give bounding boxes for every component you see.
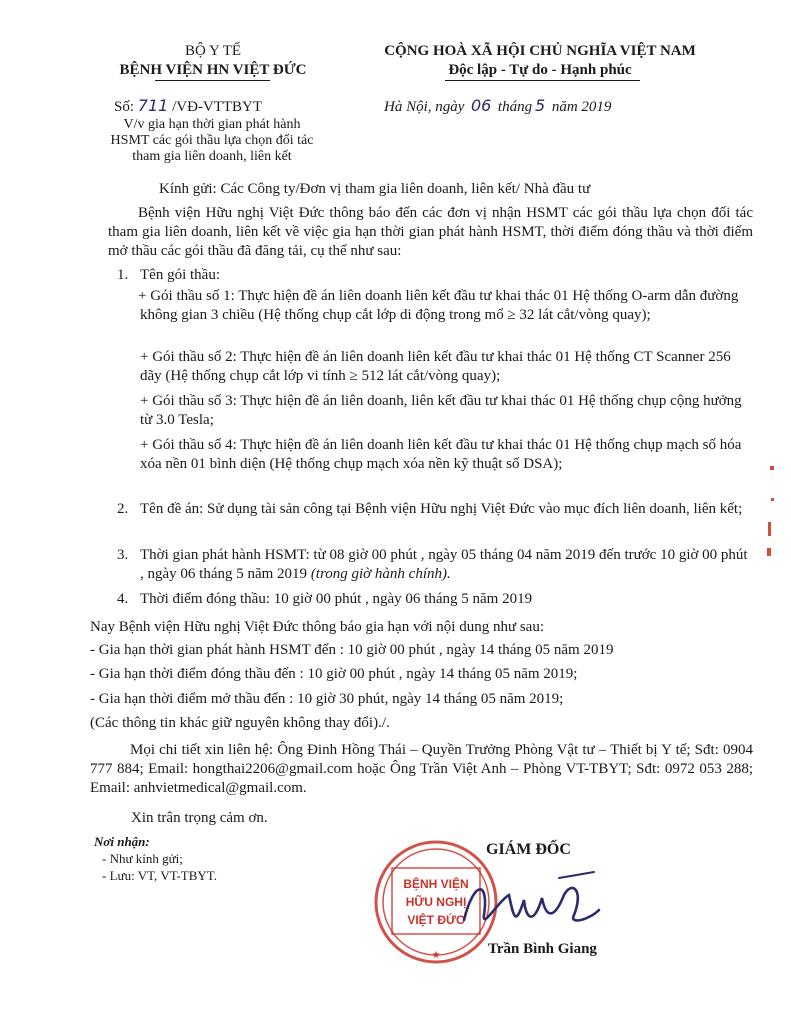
signer-name: Trần Bình Giang bbox=[488, 941, 597, 957]
list-number-4: 4. bbox=[117, 591, 129, 607]
list-number-2: 2. bbox=[117, 501, 129, 517]
signature-role: GIÁM ĐỐC bbox=[486, 841, 571, 858]
date-day: 06 bbox=[470, 96, 492, 115]
list-item-3 bbox=[140, 546, 751, 584]
stamp-star-icon: ★ bbox=[431, 950, 441, 961]
list-item-2: Tên đề án: Sử dụng tài sản công tại Bệnh viện Hữu nghị Việt Đức vào mục đích liên doanh, liên kết; bbox=[140, 501, 743, 517]
stamp-line-1: BỆNH VIỆN bbox=[403, 877, 469, 891]
number-prefix: Số: bbox=[114, 99, 135, 115]
recipients-line-1: - Như kính gửi; bbox=[102, 850, 183, 866]
intro-paragraph: Bệnh viện Hữu nghị Việt Đức thông báo đến các đơn vị nhận HSMT các gói thầu lựa chọn đối tác tham gia liên doanh, liên kết về việc gia hạn thời gian phát hành HSMT, thời điểm đóng thầu và thời điểm mở thầu các gói thầu đã đăng tải, cụ thể như sau: bbox=[108, 205, 753, 259]
list-item-3-text: Thời gian phát hành HSMT: từ 08 giờ 00 phút , ngày 05 tháng 04 năm 2019 đến trước 10 giờ 00 phút , ngày 06 tháng 5 năm 2019 bbox=[140, 547, 748, 582]
number-handwritten: 711 bbox=[137, 96, 169, 115]
national-header bbox=[340, 42, 740, 80]
date-year: năm 2019 bbox=[551, 99, 612, 115]
republic-title: CỘNG HOÀ XÃ HỘI CHỦ NGHĨA VIỆT NAM bbox=[384, 43, 696, 59]
extension-1: - Gia hạn thời gian phát hành HSMT đến : 10 giờ 00 phút , ngày 14 tháng 05 năm 2019 bbox=[90, 642, 614, 658]
date-place: Hà Nội, ngày bbox=[384, 99, 465, 115]
list-item-4: Thời điểm đóng thầu: 10 giờ 00 phút , ngày 06 tháng 5 năm 2019 bbox=[140, 591, 533, 607]
extension-2: - Gia hạn thời điểm đóng thầu đến : 10 giờ 00 phút , ngày 14 tháng 05 năm 2019; bbox=[90, 666, 578, 682]
motto-underline bbox=[445, 80, 640, 81]
document-number bbox=[114, 96, 262, 117]
recipient-line: Kính gửi: Các Công ty/Đơn vị tham gia liên doanh, liên kết/ Nhà đầu tư bbox=[159, 181, 591, 197]
list-number-1: 1. bbox=[117, 267, 129, 283]
package-3: + Gói thầu số 3: Thực hiện đề án liên doanh, liên kết đầu tư khai thác 01 Hệ thống chụp cộng hưởng từ 3.0 Tesla; bbox=[140, 393, 742, 428]
date-month-label: tháng bbox=[497, 99, 533, 115]
issuer-underline bbox=[155, 80, 270, 81]
list-item-1: Tên gói thầu: bbox=[140, 267, 220, 283]
edge-mark bbox=[767, 548, 771, 556]
extension-3: - Gia hạn thời điểm mở thầu đến : 10 giờ 30 phút, ngày 14 tháng 05 năm 2019; bbox=[90, 691, 564, 707]
subject-block bbox=[90, 117, 334, 165]
date-line bbox=[384, 96, 611, 117]
package-4: + Gói thầu số 4: Thực hiện đề án liên doanh liên kết đầu tư khai thác 01 Hệ thống chụp mạch số hóa xóa nền 01 bình diện (Hệ thống chụp mạch xóa nền kỹ thuật số DSA); bbox=[140, 437, 742, 472]
ministry-name: BỘ Y TẾ bbox=[184, 43, 242, 59]
extension-note: (Các thông tin khác giữ nguyên không thay đổi)./. bbox=[90, 715, 390, 731]
list-number-3: 3. bbox=[117, 547, 129, 563]
date-month: 5 bbox=[535, 96, 546, 115]
extension-intro: Nay Bệnh viện Hữu nghị Việt Đức thông báo gia hạn với nội dung như sau: bbox=[90, 619, 544, 635]
stamp-line-3: VIỆT ĐỨC bbox=[407, 913, 465, 927]
list-item-3-italic: (trong giờ hành chính). bbox=[310, 565, 451, 582]
subject-line-1: V/v gia hạn thời gian phát hành bbox=[123, 117, 301, 132]
hospital-name: BỆNH VIỆN HN VIỆT ĐỨC bbox=[119, 61, 307, 78]
recipients-title: Nơi nhận: bbox=[94, 834, 150, 849]
package-2: + Gói thầu số 2: Thực hiện đề án liên doanh liên kết đầu tư khai thác 01 Hệ thống CT Scanner 256 dãy (Hệ thống chụp cắt lớp vi tính ≥ 512 lát cắt/vòng quay); bbox=[140, 349, 731, 384]
thanks-line: Xin trân trọng cảm ơn. bbox=[131, 810, 268, 826]
subject-line-3: tham gia liên doanh, liên kết bbox=[132, 149, 292, 165]
stamp-line-2: HỮU NGHỊ bbox=[405, 895, 467, 909]
recipients-block bbox=[94, 834, 217, 885]
motto: Độc lập - Tự do - Hạnh phúc bbox=[448, 61, 632, 78]
package-1: + Gói thầu số 1: Thực hiện đề án liên doanh liên kết đầu tư khai thác 01 Hệ thống O-arm dẫn đường không gian 3 chiều (Hệ thống chụp cắt lớp di động trong mổ ≥ 32 lát cắt/vòng quay); bbox=[138, 288, 739, 323]
edge-mark bbox=[770, 466, 774, 470]
issuer-block bbox=[88, 42, 338, 80]
number-suffix: /VĐ-VTTBYT bbox=[172, 99, 263, 115]
edge-mark bbox=[768, 522, 771, 536]
handwritten-signature bbox=[454, 860, 604, 950]
edge-mark bbox=[771, 498, 774, 501]
subject-line-2: HSMT các gói thầu lựa chọn đối tác bbox=[110, 133, 314, 149]
contact-paragraph: Mọi chi tiết xin liên hệ: Ông Đinh Hồng Thái – Quyền Trưởng Phòng Vật tư – Thiết bị Y tế; Sđt: 0904 777 884; Email: hongthai2206@gmail.com hoặc Ông Trần Việt Anh – Phòng VT-TBYT; Sđt: 0972 053 288; Email: anhvietmedical@gmail.com. bbox=[90, 742, 753, 796]
recipients-line-2: - Lưu: VT, VT-TBYT. bbox=[102, 867, 218, 883]
